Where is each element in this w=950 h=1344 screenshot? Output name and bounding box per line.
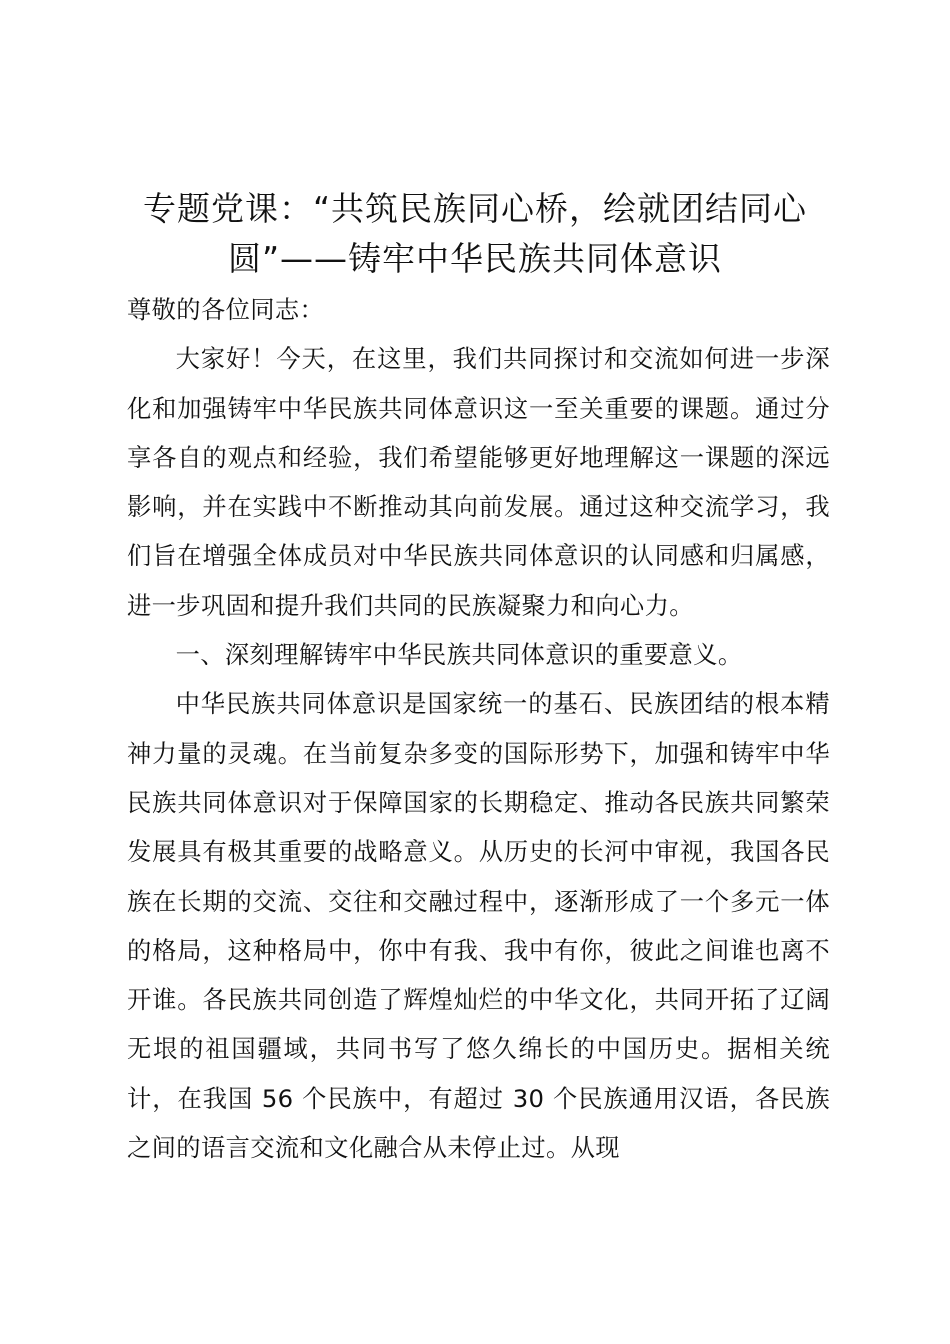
document-body — [127, 285, 830, 1172]
paragraph-greeting: 大家好！今天，在这里，我们共同探讨和交流如何进一步深化和加强铸牢中华民族共同体意识这一至关重要的课题。通过分享各自的观点和经验，我们希望能够更好地理解这一课题的深远影响，并在实践中不断推动其向前发展。通过这种交流学习，我们旨在增强全体成员对中华民族共同体意识的认同感和归属感，进一步巩固和提升我们共同的民族凝聚力和向心力。 — [127, 344, 830, 620]
title-line-1: 专题党课：“共筑民族同心桥，绘就团结同心 — [142, 189, 808, 228]
section-heading-1: 一、深刻理解铸牢中华民族共同体意识的重要意义。 — [175, 640, 743, 670]
paragraph-section-1: 中华民族共同体意识是国家统一的基石、民族团结的根本精神力量的灵魂。在当前复杂多变的国际形势下，加强和铸牢中华民族共同体意识对于保障国家的长期稳定、推动各民族共同繁荣发展具有极其重要的战略意义。从历史的长河中审视，我国各民族在长期的交流、交往和交融过程中，逐渐形成了一个多元一体的格局，这种格局中，你中有我、我中有你，彼此之间谁也离不开谁。各民族共同创造了辉煌灿烂的中华文化，共同开拓了辽阔无垠的祖国疆域，共同书写了悠久绵长的中国历史。据相关统计，在我国 56 个民族中，有超过 30 个民族通用汉语，各民族之间的语言交流和文化融合从未停止过。从现 — [127, 689, 830, 1163]
document-title — [110, 184, 840, 284]
title-line-2: 圆”——铸牢中华民族共同体意识 — [227, 239, 723, 278]
salutation: 尊敬的各位同志： — [127, 295, 325, 324]
